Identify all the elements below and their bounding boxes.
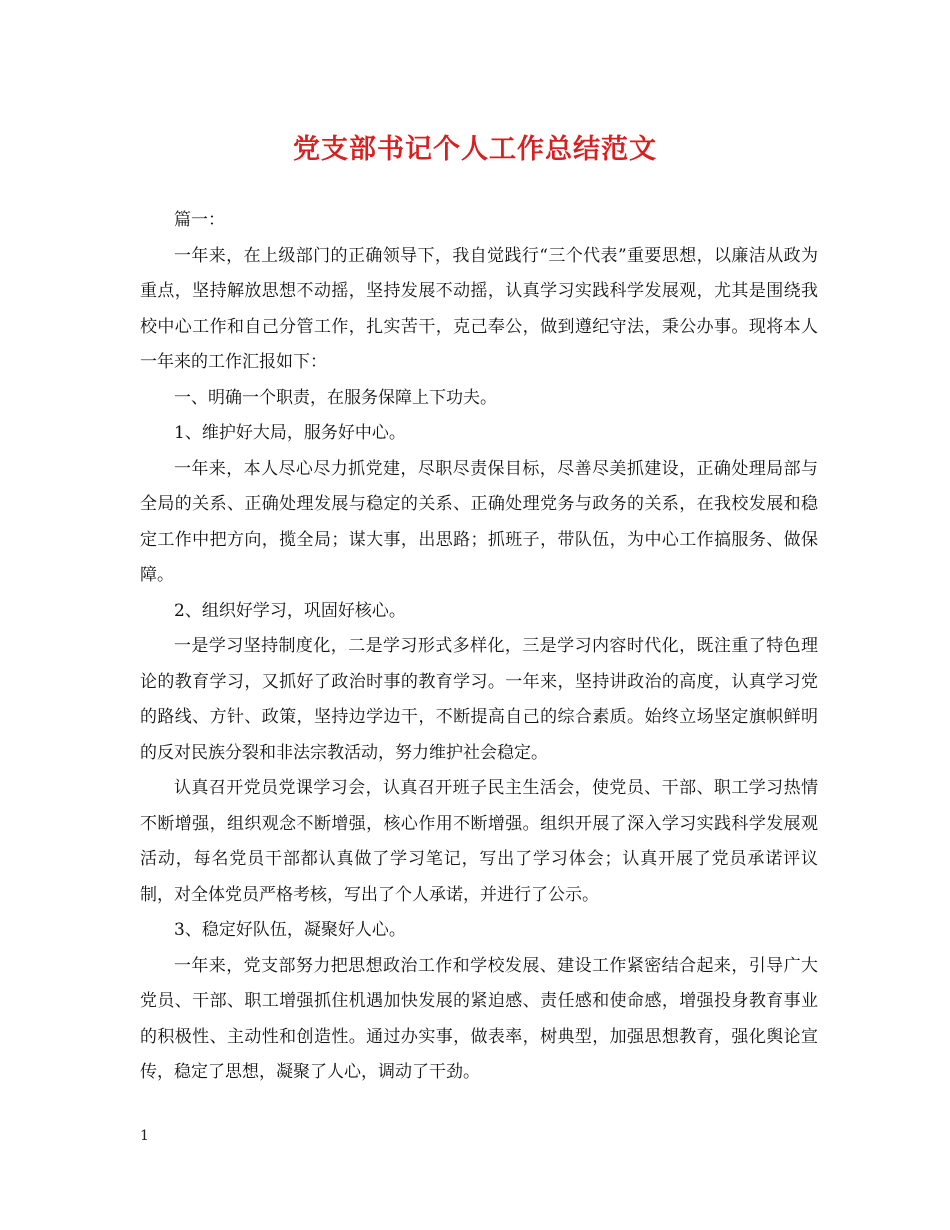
- page-number: 1: [140, 1128, 149, 1144]
- heading-section-one: 一、明确一个职责，在服务保障上下功夫。: [174, 387, 497, 408]
- document-body: [140, 203, 818, 1091]
- document-title: 党支部书记个人工作总结范文: [293, 134, 657, 165]
- intro-paragraph: 一年来，在上级部门的正确领导下，我自觉践行“三个代表”重要思想，以廉洁从政为重点，坚持解放思想不动摇，坚持发展不动摇，认真学习实践科学发展观，尤其是围绕我校中心工作和自己分管工作，扎实苦干，克己奉公，做到遵纪守法，秉公办事。现将本人一年来的工作汇报如下：: [140, 245, 818, 372]
- body-paragraph: 一年来，党支部努力把思想政治工作和学校发展、建设工作紧密结合起来，引导广大党员、干部、职工增强抓住机遇加快发展的紧迫感、责任感和使命感，增强投身教育事业的积极性、主动性和创造性。通过办实事，做表率，树典型，加强思想教育，强化舆论宣传，稳定了思想，凝聚了人心，调动了干劲。: [140, 955, 818, 1082]
- body-paragraph: 一年来，本人尽心尽力抓党建，尽职尽责保目标，尽善尽美抓建设，正确处理局部与全局的关系、正确处理发展与稳定的关系、正确处理党务与政务的关系，在我校发展和稳定工作中把方向，揽全局；谋大事，出思路；抓班子，带队伍，为中心工作搞服务、做保障。: [140, 458, 818, 585]
- subheading-1: 1、维护好大局，服务好中心。: [174, 423, 406, 443]
- subheading-2: 2、组织好学习，巩固好核心。: [174, 600, 406, 621]
- body-paragraph: 认真召开党员党课学习会，认真召开班子民主生活会，使党员、干部、职工学习热情不断增强，组织观念不断增强，核心作用不断增强。组织开展了深入学习实践科学发展观活动，每名党员干部都认真做了学习笔记，写出了学习体会；认真开展了党员承诺评议制，对全体党员严格考核，写出了个人承诺，并进行了公示。: [140, 778, 818, 905]
- subheading-3: 3、稳定好队伍，凝聚好人心。: [174, 920, 406, 940]
- section-label-part-one: 篇一：: [174, 210, 225, 230]
- body-paragraph: 一是学习坚持制度化，二是学习形式多样化，三是学习内容时代化，既注重了特色理论的教育学习，又抓好了政治时事的教育学习。一年来，坚持讲政治的高度，认真学习党的路线、方针、政策，坚持边学边干，不断提高自己的综合素质。始终立场坚定旗帜鲜明的反对民族分裂和非法宗教活动，努力维护社会稳定。: [140, 636, 818, 763]
